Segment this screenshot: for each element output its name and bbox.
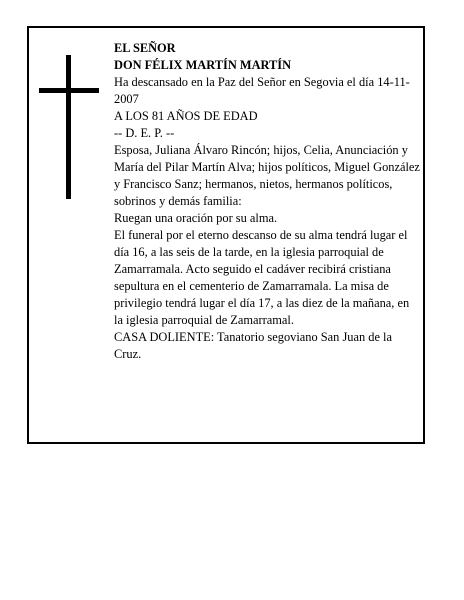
- funeral-paragraph: El funeral por el eterno descanso de su alma tendrá lugar el día 16, a las seis de la tarde, en la iglesia parroquial de Zamarramala. Acto seguido el cadáver recibirá cristiana sepultura en el cementerio de Zamarramala. La misa de privilegio tendrá lugar el día 17, a las diez de la mañana, en la iglesia parroquial de Zamarramal.: [114, 228, 410, 327]
- age-line: A LOS 81 AÑOS DE EDAD: [114, 109, 258, 123]
- cross-vertical-bar: [66, 55, 71, 199]
- rip-line: -- D. E. P. --: [114, 126, 175, 140]
- casa-doliente: CASA DOLIENTE: Tanatorio segoviano San Juan de la Cruz.: [114, 330, 392, 361]
- death-statement: Ha descansado en la Paz del Señor en Segovia el día 14-11-2007: [114, 75, 410, 106]
- obituary-notice: [27, 26, 425, 444]
- cross-icon: [39, 55, 99, 199]
- notice-text: [114, 40, 420, 363]
- prayer-request: Ruegan una oración por su alma.: [114, 211, 278, 225]
- deceased-name: DON FÉLIX MARTÍN MARTÍN: [114, 58, 292, 72]
- title-line-1: EL SEÑOR: [114, 41, 176, 55]
- cross-horizontal-bar: [39, 88, 99, 93]
- family-paragraph: Esposa, Juliana Álvaro Rincón; hijos, Celia, Anunciación y María del Pilar Martín Alva; hijos políticos, Miguel González y Francisco Sanz; hermanos, nietos, hermanos políticos, sobrinos y demás familia:: [114, 143, 420, 208]
